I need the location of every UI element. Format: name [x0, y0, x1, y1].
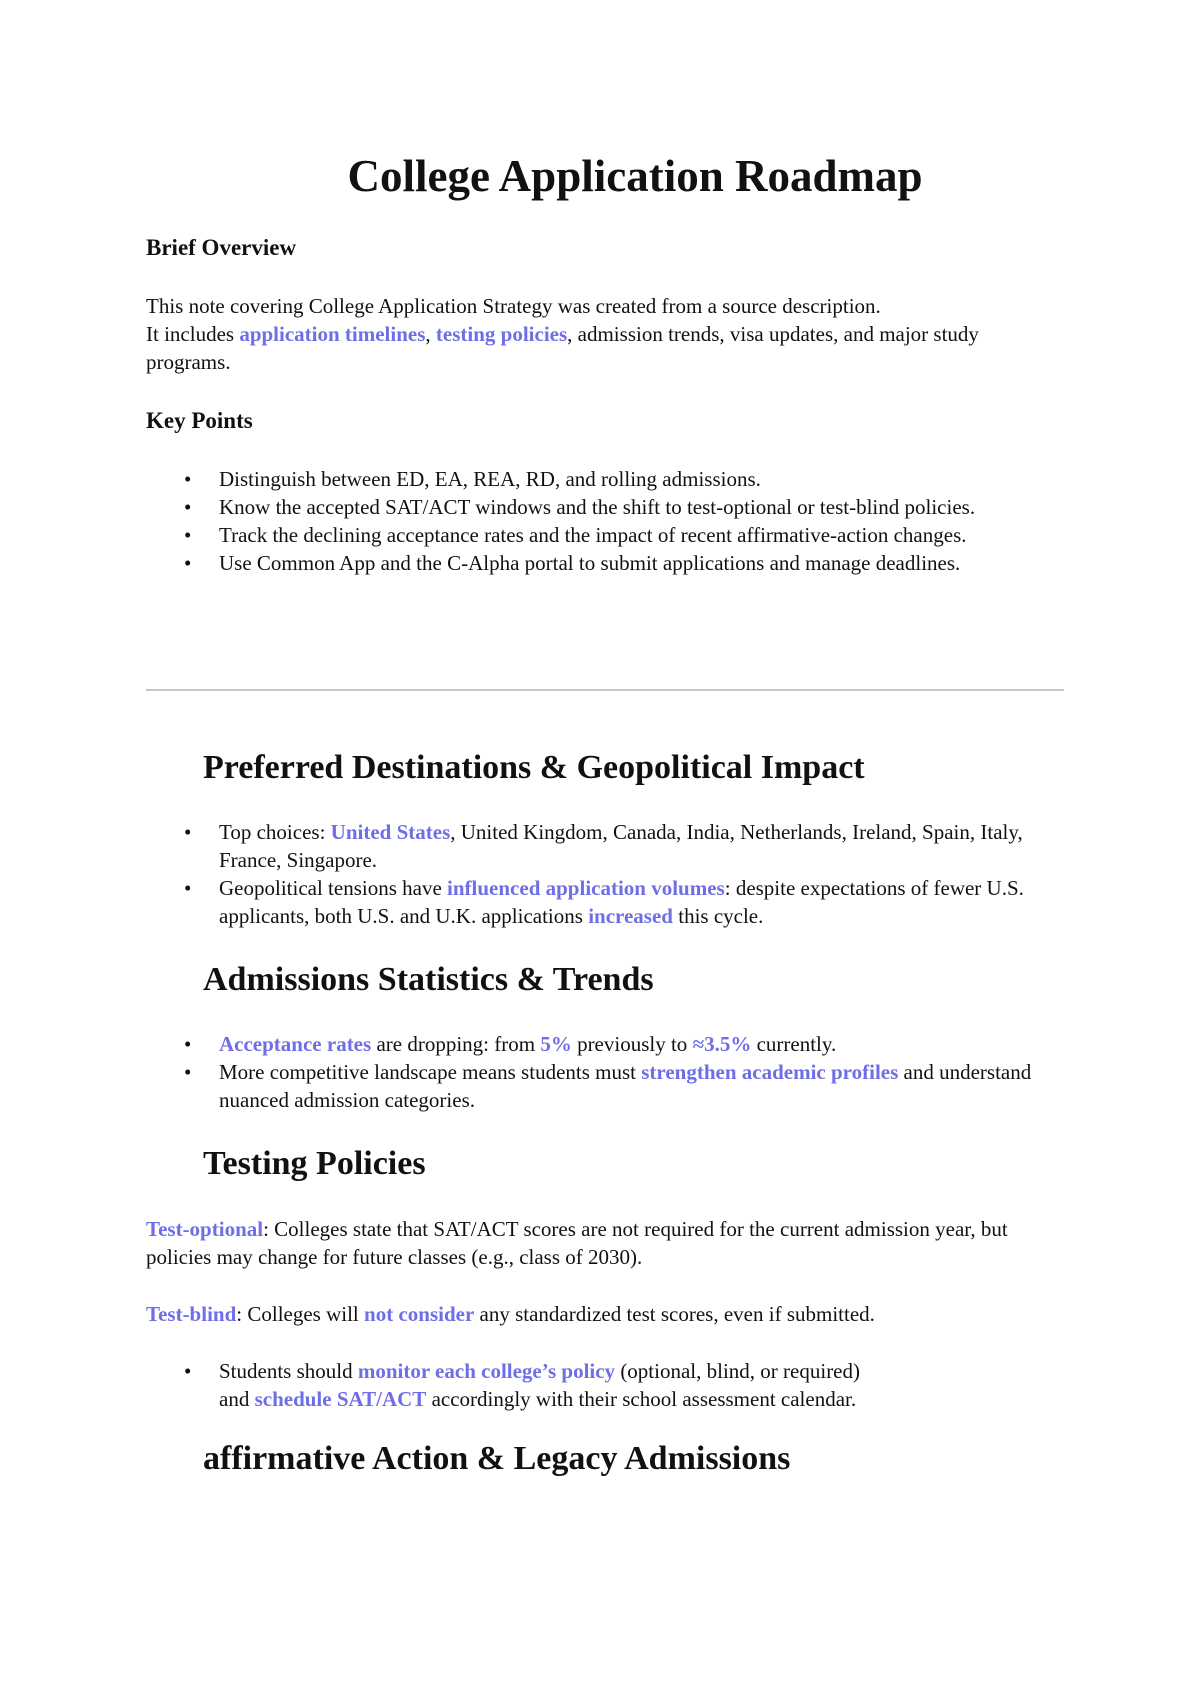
test-optional-link[interactable]: Test-optional: [146, 1217, 264, 1241]
overview-line1: This note covering College Application Strategy was created from a source description.: [146, 294, 881, 318]
document-title: College Application Roadmap: [347, 151, 923, 201]
list-item-text: this cycle.: [672, 904, 764, 928]
list-item: [146, 465, 1066, 493]
list-item: [146, 874, 1066, 930]
destinations-list: [146, 818, 1066, 930]
test-blind-link[interactable]: Test-blind: [146, 1302, 237, 1326]
influenced-application-volumes-link[interactable]: influenced application volumes: [447, 876, 725, 900]
overview-line2-suffix: , admission trends, visa updates, and major study programs.: [146, 322, 979, 374]
list-item-text: Use Common App and the C-Alpha portal to submit applications and manage deadlines.: [219, 551, 961, 575]
testing-list: [146, 1357, 1066, 1413]
list-item-text: More competitive landscape means students must: [219, 1060, 642, 1084]
testing-policies-link[interactable]: testing policies: [435, 322, 568, 346]
bullet-icon: •: [184, 1032, 192, 1056]
list-item-text: previously to: [571, 1032, 693, 1056]
list-item-text: Know the accepted SAT/ACT windows and the shift to test-optional or test-blind policies.: [219, 495, 976, 519]
key-points-list: [146, 465, 1066, 577]
destinations-heading: Preferred Destinations & Geopolitical Impact: [203, 749, 865, 786]
list-item-text: Geopolitical tensions have: [219, 876, 448, 900]
bullet-icon: •: [184, 467, 192, 491]
acceptance-rates-link[interactable]: Acceptance rates: [219, 1032, 372, 1056]
list-item: [146, 549, 1066, 577]
monitor-policy-link[interactable]: monitor each college’s policy: [357, 1359, 616, 1383]
testing-heading: Testing Policies: [203, 1145, 426, 1182]
list-item: [146, 493, 1066, 521]
paragraph-text: : Colleges state that SAT/ACT scores are not required for the current admission year, but policies may change for future classes (e.g., class of 2030).: [146, 1217, 1008, 1269]
list-item-text: (optional, blind, or required): [615, 1359, 860, 1383]
admissions-list: [146, 1030, 1066, 1114]
not-consider-link[interactable]: not consider: [364, 1302, 475, 1326]
test-optional-paragraph: [146, 1215, 1066, 1271]
three-point-five-percent-link[interactable]: ≈3.5%: [692, 1032, 752, 1056]
key-points-heading: Key Points: [146, 408, 253, 433]
affirmative-heading: affirmative Action & Legacy Admissions: [203, 1440, 791, 1477]
bullet-icon: •: [184, 820, 192, 844]
overview-heading: Brief Overview: [146, 235, 297, 260]
united-states-link[interactable]: United States: [330, 820, 451, 844]
bullet-icon: •: [184, 876, 192, 900]
increased-link[interactable]: increased: [588, 904, 673, 928]
bullet-icon: •: [184, 495, 192, 519]
paragraph-text: any standardized test scores, even if submitted.: [474, 1302, 875, 1326]
admissions-heading: Admissions Statistics & Trends: [203, 961, 654, 998]
list-item: [146, 818, 1066, 874]
schedule-sat-act-link[interactable]: schedule SAT/ACT: [254, 1387, 427, 1411]
list-item-text: Distinguish between ED, EA, REA, RD, and rolling admissions.: [219, 467, 761, 491]
list-item-text: Track the declining acceptance rates and the impact of recent affirmative-action changes.: [219, 523, 967, 547]
list-item-text: : despite expectations of fewer U.S. applicants, both U.S. and U.K. applications: [219, 876, 1024, 928]
list-item-text: are dropping: from: [371, 1032, 541, 1056]
list-item-text: and: [219, 1387, 255, 1411]
list-item-text: , United Kingdom, Canada, India, Netherlands, Ireland, Spain, Italy, France, Singapore.: [219, 820, 1023, 872]
list-item: [146, 1357, 1066, 1413]
list-item-text: currently.: [751, 1032, 837, 1056]
list-item-text: Top choices:: [219, 820, 331, 844]
bullet-icon: •: [184, 551, 192, 575]
list-item: [146, 1058, 1066, 1114]
list-item: [146, 1030, 1066, 1058]
list-item-text: accordingly with their school assessment calendar.: [426, 1387, 857, 1411]
five-percent-link[interactable]: 5%: [540, 1032, 572, 1056]
overview-paragraph: [146, 292, 1066, 376]
overview-separator: ,: [425, 322, 436, 346]
test-blind-paragraph: [146, 1300, 1066, 1328]
paragraph-text: : Colleges will: [236, 1302, 365, 1326]
overview-line2-prefix: It includes: [146, 322, 240, 346]
list-item: [146, 521, 1066, 549]
bullet-icon: •: [184, 1060, 192, 1084]
application-timelines-link[interactable]: application timelines: [239, 322, 426, 346]
bullet-icon: •: [184, 1359, 192, 1383]
list-item-text: and understand nuanced admission categories.: [219, 1060, 1032, 1112]
horizontal-divider: [146, 689, 1064, 691]
bullet-icon: •: [184, 523, 192, 547]
strengthen-academic-profiles-link[interactable]: strengthen academic profiles: [641, 1060, 899, 1084]
list-item-text: Students should: [219, 1359, 358, 1383]
